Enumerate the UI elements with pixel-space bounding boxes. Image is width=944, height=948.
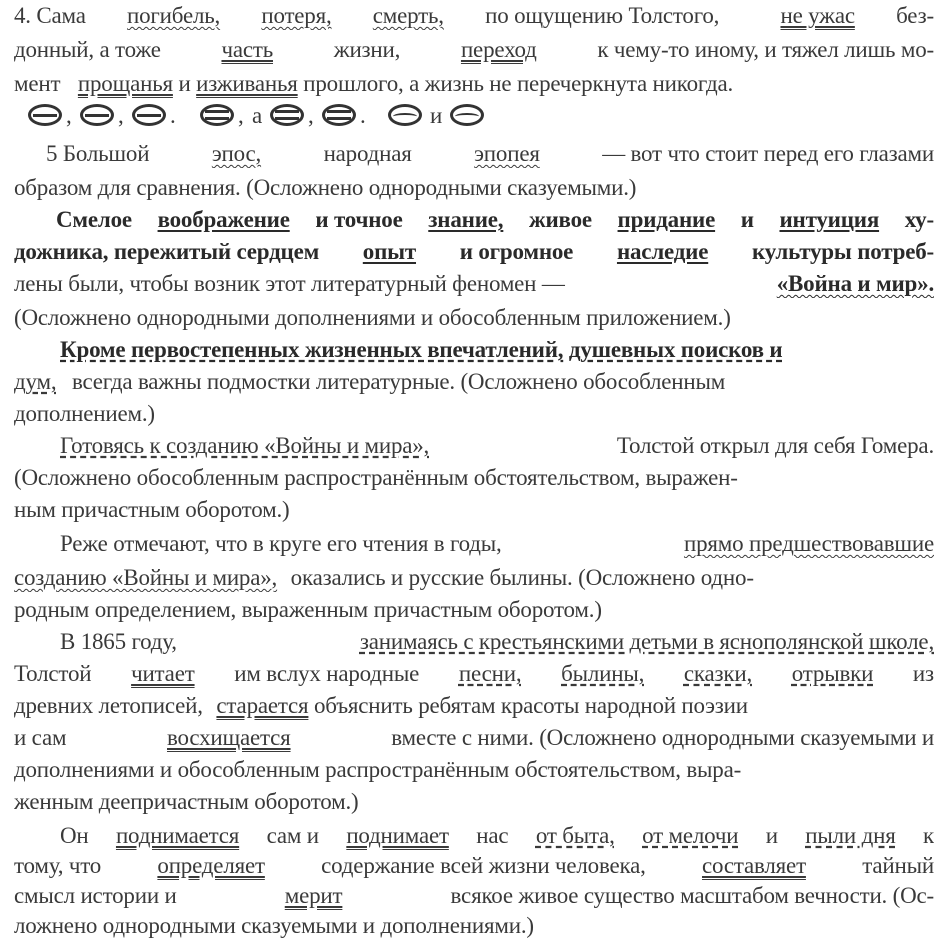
scheme-separator: . — [360, 103, 366, 128]
text-fragment: ным причастным оборотом.) — [14, 497, 290, 522]
text-fragment: содержание всей жизни человека, — [321, 853, 646, 878]
text-fragment: древних летописей, — [14, 693, 203, 718]
two-line-oval-icon — [322, 104, 356, 126]
text-line-22 — [14, 692, 934, 720]
scheme-separator: , — [66, 103, 72, 128]
text-line-20 — [60, 628, 934, 656]
text-fragment: объяснить ребятам красоты народной поэзии — [313, 693, 748, 718]
object-phrase: пыли дня — [805, 823, 896, 848]
text-fragment: и огромное — [459, 239, 574, 264]
sentence-scheme — [28, 100, 548, 132]
text-line-7 — [56, 206, 934, 234]
text-fragment: и — [765, 823, 778, 848]
scheme-separator: , — [308, 103, 314, 128]
text-line-8 — [14, 238, 934, 266]
text-line-25 — [14, 788, 934, 816]
text-fragment: 5 Большой — [46, 141, 150, 166]
text-fragment: оказались и русские былины. (Осложнено одно- — [290, 565, 754, 590]
object-word: сказки, — [683, 661, 753, 686]
object-phrase: дум, — [14, 369, 57, 394]
text-fragment: нас — [476, 823, 509, 848]
predicate-word: восхищается — [167, 725, 291, 750]
text-fragment: им вслух народные — [234, 661, 420, 686]
text-fragment: и — [740, 207, 754, 232]
text-fragment: к — [923, 823, 934, 848]
predicate-word: изживанья — [196, 71, 298, 96]
subject-word: погибель, — [127, 3, 221, 28]
text-line-15 — [14, 464, 934, 492]
subject-word: потеря, — [261, 3, 332, 28]
text-line-17 — [60, 530, 934, 558]
text-fragment: вместе с ними. (Осложнено однородными сказуемыми и — [391, 725, 934, 750]
text-fragment: мент — [14, 71, 61, 96]
adverbial-phrase: Готовясь к созданию «Войны и мира», — [60, 433, 430, 458]
text-line-3 — [14, 70, 934, 98]
subject-word: интуиция — [779, 207, 880, 232]
subject-word: придание — [617, 207, 716, 232]
text-fragment: лены были, чтобы возник этот литературный феномен — — [14, 271, 565, 296]
text-fragment: живое — [528, 207, 592, 232]
object-word: песни, — [458, 661, 522, 686]
text-fragment: культуры потреб- — [751, 239, 934, 264]
two-line-oval-icon — [200, 104, 234, 126]
text-fragment: — вот что стоит перед его глазами — [602, 141, 934, 166]
appositive-phrase: «Война и мир». — [776, 271, 934, 296]
predicate-word: прощанья — [77, 71, 173, 96]
text-line-1 — [14, 2, 934, 30]
text-fragment: к чему-то иному, и тяжел лишь мо- — [597, 37, 934, 62]
text-fragment: жизни, — [333, 37, 401, 62]
predicate-word: поднимается — [115, 823, 240, 848]
text-line-10 — [14, 304, 934, 332]
wavy-line-oval-icon — [388, 104, 422, 126]
text-line-19 — [14, 596, 934, 624]
text-fragment: родным определением, выраженным причастным оборотом.) — [14, 597, 602, 622]
text-fragment: прошлого, а жизнь не перечеркнута никогда. — [303, 71, 734, 96]
text-line-28 — [14, 882, 934, 910]
text-fragment: смысл истории и — [14, 883, 177, 908]
text-fragment: Он — [60, 823, 89, 848]
text-fragment: женным деепричастным оборотом.) — [14, 789, 359, 814]
participial-phrase: прямо предшествовавшие — [683, 531, 934, 556]
text-fragment: (Осложнено однородными дополнениями и обособленным приложением.) — [14, 305, 731, 330]
text-line-2 — [14, 36, 934, 64]
two-line-oval-icon — [270, 104, 304, 126]
text-line-23 — [14, 724, 934, 752]
scheme-separator: и — [430, 103, 443, 128]
wavy-line-oval-icon — [450, 104, 484, 126]
predicate-word: не ужас — [780, 3, 855, 28]
predicate-word: поднимает — [346, 823, 449, 848]
object-word: былины, — [561, 661, 645, 686]
text-fragment: донный, а тоже — [14, 37, 161, 62]
subject-word: наследие — [616, 239, 709, 264]
text-line-21 — [14, 660, 934, 688]
subject-word: эпопея — [474, 141, 540, 166]
object-phrase: от быта, — [535, 823, 615, 848]
text-line-26 — [60, 822, 934, 850]
scheme-separator: , — [118, 103, 124, 128]
text-fragment: по ощущению Толстого, — [485, 3, 720, 28]
one-line-oval-icon — [132, 104, 166, 126]
text-line-24 — [14, 756, 934, 784]
text-fragment: всегда важны подмостки литературные. (Осложнено обособленным — [71, 369, 726, 394]
text-fragment: дополнением.) — [14, 401, 155, 426]
text-fragment: сам и — [266, 823, 319, 848]
text-fragment: и — [178, 71, 191, 96]
text-fragment: образом для сравнения. (Осложнено однородными сказуемыми.) — [14, 175, 637, 200]
text-fragment: В 1865 году, — [60, 629, 177, 654]
predicate-word: составляет — [702, 853, 806, 878]
scheme-separator: а — [252, 103, 263, 128]
text-line-18 — [14, 564, 934, 592]
text-line-9 — [14, 270, 934, 298]
participial-phrase: созданию «Войны и мира», — [14, 565, 278, 590]
subject-word: опыт — [362, 239, 417, 264]
text-fragment: тому, что — [14, 853, 102, 878]
text-fragment: Толстой — [14, 661, 92, 686]
text-fragment: всякое живое существо масштабом вечности. (Ос- — [450, 883, 934, 908]
text-fragment: и точное — [315, 207, 403, 232]
text-fragment: 4. Сама — [14, 3, 86, 28]
predicate-word: читает — [131, 661, 195, 686]
text-fragment: Реже отмечают, что в круге его чтения в годы, — [60, 531, 502, 556]
object-phrase: от мелочи — [642, 823, 739, 848]
object-word: отрывки — [791, 661, 874, 686]
text-fragment: дожника, пережитый сердцем — [14, 239, 320, 264]
text-fragment: без- — [896, 3, 934, 28]
one-line-oval-icon — [28, 104, 62, 126]
text-line-5 — [46, 140, 934, 168]
predicate-word: старается — [216, 693, 309, 718]
text-fragment: и сам — [14, 725, 67, 750]
predicate-word: мерит — [284, 883, 343, 908]
predicate-word: определяет — [157, 853, 265, 878]
text-fragment: из — [912, 661, 934, 686]
text-line-16 — [14, 496, 934, 524]
scheme-separator: . — [170, 103, 176, 128]
adverbial-phrase: занимаясь с крестьянскими детьми в яснополянской школе, — [359, 629, 934, 654]
text-line-14 — [60, 432, 934, 460]
subject-word: эпос, — [211, 141, 262, 166]
text-fragment: Смелое — [56, 207, 132, 232]
predicate-word: переход — [460, 37, 537, 62]
subject-word: воображение — [157, 207, 290, 232]
text-line-6 — [14, 174, 934, 202]
text-line-12 — [14, 368, 934, 396]
scheme-separator: , — [238, 103, 244, 128]
text-line-13 — [14, 400, 934, 428]
text-fragment: дополнениями и обособленным распространённым обстоятельством, выра- — [14, 757, 742, 782]
text-line-29 — [14, 912, 934, 940]
text-fragment: народная — [323, 141, 412, 166]
object-phrase: Кроме первостепенных жизненных впечатлений, душевных поисков и — [60, 337, 783, 362]
subject-word: знание, — [428, 207, 504, 232]
subject-word: смерть, — [372, 3, 444, 28]
text-fragment: (Осложнено обособленным распространённым обстоятельством, выражен- — [14, 465, 738, 490]
predicate-word: часть — [221, 37, 273, 62]
text-line-11 — [60, 336, 934, 364]
text-fragment: ху- — [904, 207, 934, 232]
text-fragment: тайный — [862, 853, 934, 878]
text-line-27 — [14, 852, 934, 880]
one-line-oval-icon — [80, 104, 114, 126]
text-fragment: Толстой открыл для себя Гомера. — [616, 433, 934, 458]
text-fragment: ложнено однородными сказуемыми и дополнениями.) — [14, 913, 534, 938]
